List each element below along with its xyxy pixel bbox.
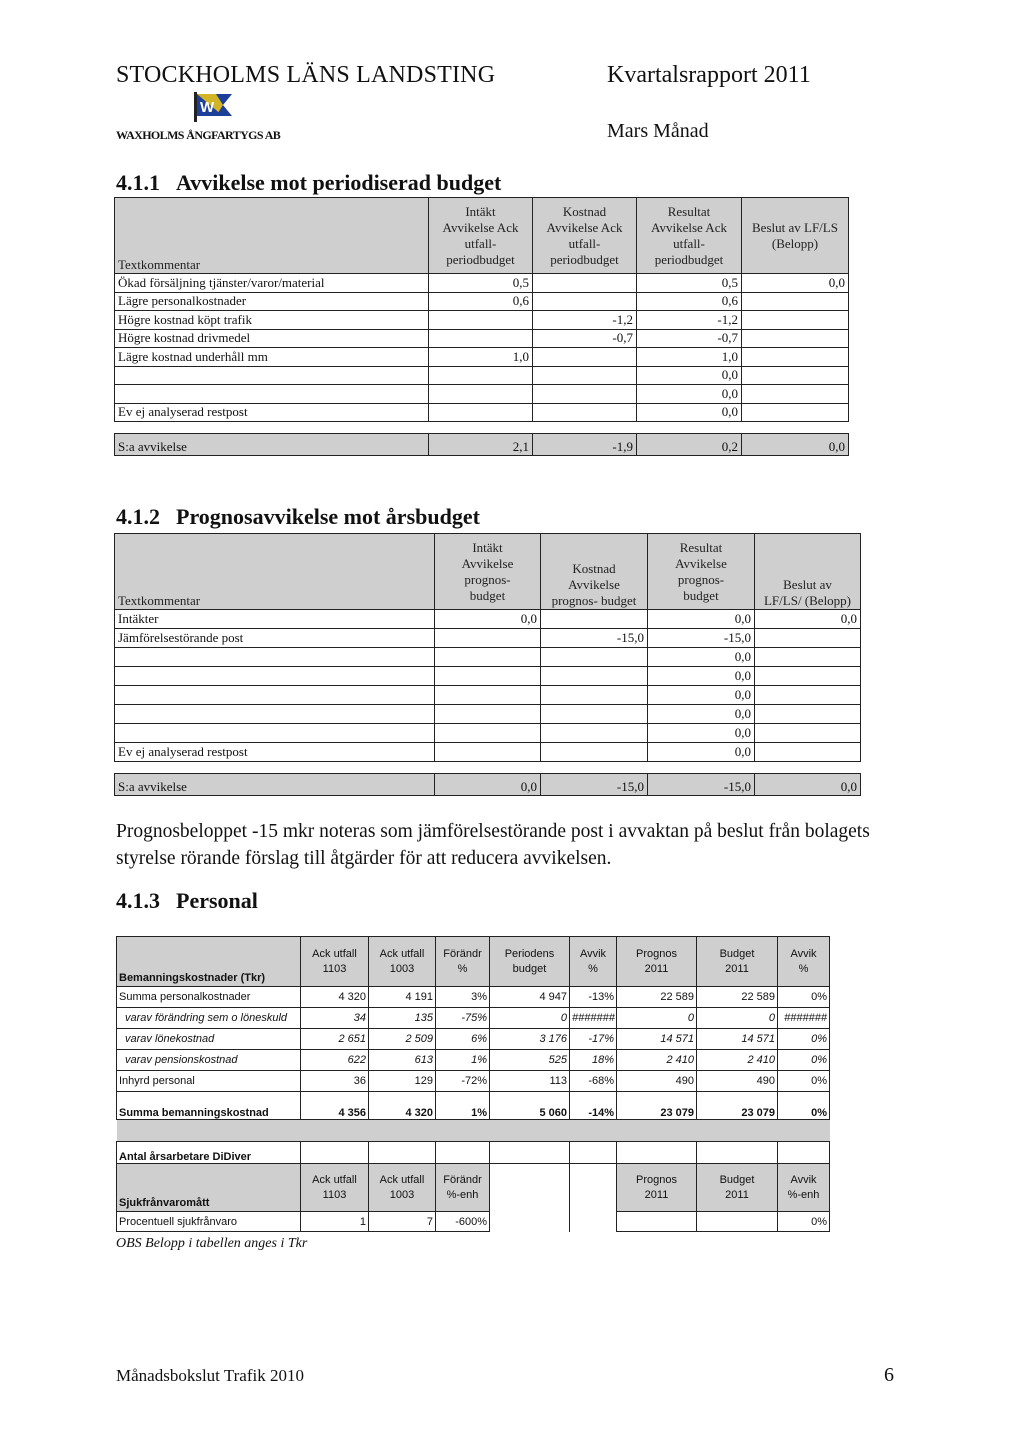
- cell-intakt: 0,6: [429, 292, 533, 311]
- cell-kostnad: [533, 385, 637, 404]
- header-line: Periodens: [504, 947, 555, 960]
- header-line: Intäkt: [465, 203, 496, 219]
- cell-kostnad: [533, 274, 637, 293]
- header-line: utfall-: [568, 235, 601, 251]
- col-header-resultat: [648, 534, 755, 610]
- section-number: 4.1.3: [116, 888, 160, 913]
- col-header-avvik: [778, 1164, 830, 1212]
- cell-kostnad: [541, 667, 648, 686]
- header-line: Avvikelse Ack: [546, 219, 623, 235]
- col-header-kostnad: [533, 198, 637, 274]
- cell-resultat: 0,0: [648, 610, 755, 629]
- header-line: %-enh: [787, 1188, 820, 1201]
- cell-beslut: 0,0: [742, 274, 849, 293]
- cell-value: 4 947: [490, 987, 570, 1008]
- blank-cell: [490, 1164, 570, 1212]
- cell-intakt: 1,0: [429, 348, 533, 367]
- cell-value: -75%: [436, 1008, 490, 1029]
- cell-value: 6%: [436, 1029, 490, 1050]
- section-heading-4-1-1: [116, 170, 501, 196]
- cell-value: 4 320: [369, 1092, 436, 1120]
- col-header-ack-1003: [369, 1164, 436, 1212]
- header-line: Ack utfall: [312, 947, 357, 960]
- cell-label: Summa personalkostnader: [117, 987, 301, 1008]
- personnel-cost-table: [116, 936, 830, 1232]
- header-line: LF/LS/ (Belopp): [763, 593, 852, 608]
- cell-intakt: [429, 385, 533, 404]
- table-header-row: [117, 937, 830, 987]
- cell-label: varav förändring sem o löneskuld: [117, 1008, 301, 1029]
- sum-intakt: 2,1: [429, 434, 533, 456]
- header-line: Beslut av: [783, 577, 832, 592]
- cell-intakt: [435, 705, 541, 724]
- header-line: 1003: [389, 1188, 415, 1201]
- header-line: %: [457, 962, 468, 975]
- col-header-forandr: [436, 1164, 490, 1212]
- cell-value: 3 176: [490, 1029, 570, 1050]
- cell-text: Lägre personalkostnader: [115, 292, 429, 311]
- cell-intakt: [435, 724, 541, 743]
- cell-intakt: [435, 743, 541, 762]
- col-header-beslut: [742, 198, 849, 274]
- header-line: utfall-: [464, 235, 497, 251]
- table-row: [115, 311, 849, 330]
- table-row: [115, 366, 849, 385]
- header-line: 1103: [322, 962, 347, 975]
- section-heading-4-1-2: [116, 504, 480, 530]
- header-line: Ack utfall: [379, 1173, 425, 1186]
- cell-value: 7: [369, 1212, 436, 1232]
- cell-resultat: 0,0: [637, 366, 742, 385]
- cell-resultat: -15,0: [648, 629, 755, 648]
- cell-value: 22 589: [697, 987, 778, 1008]
- cell-resultat: 0,0: [637, 403, 742, 422]
- total-row: [117, 1092, 830, 1120]
- header-line: periodbudget: [550, 251, 619, 267]
- cell-intakt: [429, 366, 533, 385]
- header-line: 2011: [725, 962, 749, 975]
- cell-beslut: [755, 667, 861, 686]
- sum-kostnad: -1,9: [533, 434, 637, 456]
- cell-value: 135: [369, 1008, 436, 1029]
- cell-value: 34: [301, 1008, 369, 1029]
- cell-value: 0: [490, 1008, 570, 1029]
- cell-kostnad: -15,0: [541, 629, 648, 648]
- cell-value: [617, 1212, 697, 1232]
- cell-beslut: [742, 311, 849, 330]
- table-row: [117, 1071, 830, 1092]
- table-header-row: [115, 198, 849, 274]
- col-header-forandr: [436, 937, 490, 987]
- header-line: 1103: [322, 1188, 347, 1201]
- col-header-intakt: [429, 198, 533, 274]
- table-row: [115, 610, 861, 629]
- header-line: Avvik: [579, 947, 607, 960]
- cell-intakt: [435, 686, 541, 705]
- cell-value: #######: [570, 1008, 617, 1029]
- section-title: Personal: [176, 888, 258, 913]
- footer-text: Månadsbokslut Trafik 2010: [116, 1366, 304, 1385]
- cell-kostnad: [541, 743, 648, 762]
- col-header-avvik-year: [778, 937, 830, 987]
- cell-value: 5 060: [490, 1092, 570, 1120]
- cell-value: 490: [697, 1071, 778, 1092]
- cell-resultat: 0,0: [648, 724, 755, 743]
- table-row: [115, 403, 849, 422]
- cell-text: Högre kostnad drivmedel: [115, 329, 429, 348]
- cell-intakt: [429, 329, 533, 348]
- cell-beslut: [742, 366, 849, 385]
- header-line: budget: [469, 587, 506, 603]
- table-row: [115, 329, 849, 348]
- cell-resultat: 1,0: [637, 348, 742, 367]
- cell-value: 0: [617, 1008, 697, 1029]
- cell-beslut: [742, 292, 849, 311]
- table-row: [115, 667, 861, 686]
- col-header-ack-1003: [369, 937, 436, 987]
- header-line: Avvikelse Ack: [651, 219, 727, 235]
- cell-text: Ökad försäljning tjänster/varor/material: [115, 274, 429, 293]
- cell-kostnad: [533, 348, 637, 367]
- header-line: 1003: [389, 962, 415, 975]
- cell-beslut: [755, 705, 861, 724]
- cell-resultat: 0,0: [648, 686, 755, 705]
- cell-text: Jämförelsestörande post: [115, 629, 435, 648]
- cell-resultat: 0,0: [648, 648, 755, 667]
- cell-value: 0%: [778, 1092, 830, 1120]
- spacer-row: [115, 762, 861, 774]
- header-line: Budget: [719, 947, 755, 960]
- cell-value: 129: [369, 1071, 436, 1092]
- company-logo: [116, 88, 316, 148]
- cell-value: -68%: [570, 1071, 617, 1092]
- header-line: %: [588, 962, 598, 975]
- waxholm-flag-icon: [194, 92, 232, 122]
- cell-value: #######: [778, 1008, 830, 1029]
- spacer-row: [117, 1120, 830, 1142]
- header-line: 2011: [644, 1188, 669, 1201]
- cell-intakt: 0,0: [435, 610, 541, 629]
- cell-value: 0: [697, 1008, 778, 1029]
- cell-value: 1%: [436, 1050, 490, 1071]
- cell-value: -14%: [570, 1092, 617, 1120]
- forecast-note-paragraph: Prognosbeloppet -15 mkr noteras som jämförelsestörande post i avvaktan på beslut från bolagets styrelse rörande förslag till åtgärder för att reducera avvikelsen.: [116, 821, 870, 869]
- col-header-period-budget: [490, 937, 570, 987]
- cell-value: 0%: [778, 987, 830, 1008]
- report-month: Mars Månad: [607, 120, 709, 142]
- col-header-ack-1103: [301, 1164, 369, 1212]
- table-row: [115, 292, 849, 311]
- cell-label: Summa bemanningskostnad: [117, 1092, 301, 1120]
- table-row: [115, 743, 861, 762]
- cell-beslut: [742, 329, 849, 348]
- table-row: [115, 629, 861, 648]
- page-number: 6: [884, 1364, 894, 1386]
- cell-beslut: [755, 743, 861, 762]
- table-row: [117, 1008, 830, 1029]
- header-line: Ack utfall: [312, 1173, 357, 1186]
- header-line: utfall-: [673, 235, 705, 251]
- cell-resultat: 0,0: [648, 705, 755, 724]
- cell-kostnad: [541, 705, 648, 724]
- blank-cell: [490, 1212, 570, 1232]
- cell-intakt: [429, 403, 533, 422]
- col-header-resultat: [637, 198, 742, 274]
- cell-beslut: [742, 403, 849, 422]
- sum-resultat: 0,2: [637, 434, 742, 456]
- cell-text: [115, 385, 429, 404]
- cell-resultat: 0,0: [648, 667, 755, 686]
- header-line: 2011: [644, 962, 669, 975]
- cell-text: [115, 686, 435, 705]
- table-row: [115, 724, 861, 743]
- cell-label: varav pensionskostnad: [117, 1050, 301, 1071]
- amounts-note: OBS Belopp i tabellen anges i Tkr: [116, 1236, 308, 1251]
- header-line: Kostnad: [562, 203, 607, 219]
- sum-row: [115, 774, 861, 796]
- col-header-label: Sjukfrånvaromått: [117, 1164, 301, 1212]
- cell-value: 490: [617, 1071, 697, 1092]
- col-header-budget: [697, 1164, 778, 1212]
- cell-value: -600%: [436, 1212, 490, 1232]
- cell-text: [115, 667, 435, 686]
- cell-value: 2 410: [617, 1050, 697, 1071]
- table-row: [117, 1050, 830, 1071]
- forecast-deviation-table: [114, 533, 861, 796]
- col-header-avvik: [570, 937, 617, 987]
- organization-name: STOCKHOLMS LÄNS LANDSTING: [116, 62, 496, 88]
- section-title: Prognosavvikelse mot årsbudget: [176, 504, 480, 529]
- cell-kostnad: [533, 403, 637, 422]
- table-row: [115, 705, 861, 724]
- sum-row: [115, 434, 849, 456]
- table-row: [117, 987, 830, 1008]
- col-header-kostnad: [541, 534, 648, 610]
- sum-label: S:a avvikelse: [115, 434, 429, 456]
- col-header-textkommentar: Textkommentar: [115, 198, 429, 274]
- cell-value: [697, 1212, 778, 1232]
- sum-kostnad: -15,0: [541, 774, 648, 796]
- cell-resultat: 0,0: [648, 743, 755, 762]
- header-line: %-enh: [446, 1188, 479, 1201]
- cell-intakt: [435, 648, 541, 667]
- header-line: Avvikelse: [568, 577, 620, 592]
- cell-kostnad: [533, 292, 637, 311]
- cell-intakt: 0,5: [429, 274, 533, 293]
- header-line: Resultat: [679, 539, 723, 555]
- cell-kostnad: [541, 686, 648, 705]
- cell-value: 0%: [778, 1029, 830, 1050]
- blank-cell: [570, 1212, 617, 1232]
- cell-text: [115, 648, 435, 667]
- sum-label: S:a avvikelse: [115, 774, 435, 796]
- cell-resultat: 0,0: [637, 385, 742, 404]
- cell-beslut: 0,0: [755, 610, 861, 629]
- col-header-prognos: [617, 1164, 697, 1212]
- cell-kostnad: -0,7: [533, 329, 637, 348]
- cell-value: 613: [369, 1050, 436, 1071]
- sum-beslut: 0,0: [742, 434, 849, 456]
- cell-resultat: -0,7: [637, 329, 742, 348]
- cell-value: 18%: [570, 1050, 617, 1071]
- cell-beslut: [755, 724, 861, 743]
- col-header-prognos: [617, 937, 697, 987]
- col-header-textkommentar: Textkommentar: [115, 534, 435, 610]
- header-line: prognos-: [677, 571, 725, 587]
- cell-text: Högre kostnad köpt trafik: [115, 311, 429, 330]
- cell-intakt: [429, 311, 533, 330]
- spacer-row: [115, 422, 849, 434]
- header-line: 2011: [725, 1188, 749, 1201]
- cell-value: 622: [301, 1050, 369, 1071]
- cell-text: Intäkter: [115, 610, 435, 629]
- header-line: prognos-: [464, 571, 511, 587]
- sum-resultat: -15,0: [648, 774, 755, 796]
- cell-value: 22 589: [617, 987, 697, 1008]
- cell-label: Antal årsarbetare DiDiver: [117, 1142, 301, 1164]
- header-line: Avvikelse: [675, 555, 727, 571]
- col-header-intakt: [435, 534, 541, 610]
- cell-value: 4 320: [301, 987, 369, 1008]
- col-header-label: Bemanningskostnader (Tkr): [117, 937, 301, 987]
- cell-text: [115, 366, 429, 385]
- cell-label: Procentuell sjukfrånvaro: [117, 1212, 301, 1232]
- cell-kostnad: [541, 648, 648, 667]
- cell-text: [115, 705, 435, 724]
- periodized-budget-deviation-table: [114, 197, 849, 456]
- cell-beslut: [755, 648, 861, 667]
- cell-kostnad: -1,2: [533, 311, 637, 330]
- cell-value: 14 571: [617, 1029, 697, 1050]
- header-line: Beslut av LF/LS: [752, 219, 838, 235]
- section-number: 4.1.1: [116, 170, 160, 195]
- cell-beslut: [742, 385, 849, 404]
- cell-kostnad: [533, 366, 637, 385]
- header-line: Förändr: [443, 947, 482, 960]
- header-line: budget: [512, 962, 547, 975]
- header-line: Avvik: [790, 1173, 817, 1186]
- header-line: Förändr: [443, 1173, 482, 1186]
- cell-value: 0%: [778, 1212, 830, 1232]
- company-name: WAXHOLMS ÅNGFARTYGS AB: [116, 128, 281, 142]
- table-row: [117, 1212, 830, 1232]
- cell-value: 0%: [778, 1050, 830, 1071]
- header-line: Avvik: [790, 947, 817, 960]
- cell-resultat: 0,6: [637, 292, 742, 311]
- cell-kostnad: [541, 610, 648, 629]
- cell-text: Ev ej analyserad restpost: [115, 743, 435, 762]
- header-line: %: [798, 962, 809, 975]
- sick-header-row: [117, 1164, 830, 1212]
- sum-intakt: 0,0: [435, 774, 541, 796]
- cell-value: -17%: [570, 1029, 617, 1050]
- table-row: [117, 1029, 830, 1050]
- cell-beslut: [755, 629, 861, 648]
- sum-beslut: 0,0: [755, 774, 861, 796]
- header-line: prognos- budget: [551, 593, 637, 608]
- cell-intakt: [435, 667, 541, 686]
- cell-intakt: [435, 629, 541, 648]
- cell-text: [115, 724, 435, 743]
- cell-value: 36: [301, 1071, 369, 1092]
- header-line: Kostnad: [572, 561, 616, 576]
- header-line: Avvikelse: [461, 555, 514, 571]
- logo-letter: W: [200, 99, 215, 116]
- cell-value: 14 571: [697, 1029, 778, 1050]
- table-row: [115, 648, 861, 667]
- cell-beslut: [755, 686, 861, 705]
- table-header-row: [115, 534, 861, 610]
- cell-resultat: -1,2: [637, 311, 742, 330]
- cell-value: 4 356: [301, 1092, 369, 1120]
- cell-label: Inhyrd personal: [117, 1071, 301, 1092]
- cell-value: 2 509: [369, 1029, 436, 1050]
- cell-value: 525: [490, 1050, 570, 1071]
- cell-value: 23 079: [617, 1092, 697, 1120]
- cell-value: 2 410: [697, 1050, 778, 1071]
- col-header-beslut: [755, 534, 861, 610]
- table-row: [115, 348, 849, 367]
- header-line: (Belopp): [771, 235, 819, 251]
- cell-beslut: [742, 348, 849, 367]
- table-row: [115, 274, 849, 293]
- fte-row: [117, 1142, 830, 1164]
- section-number: 4.1.2: [116, 504, 160, 529]
- cell-text: Lägre kostnad underhåll mm: [115, 348, 429, 367]
- cell-label: varav lönekostnad: [117, 1029, 301, 1050]
- col-header-ack-1103: [301, 937, 369, 987]
- header-line: Prognos: [636, 1173, 677, 1186]
- header-line: Ack utfall: [379, 947, 425, 960]
- section-heading-4-1-3: [116, 888, 258, 914]
- header-line: Resultat: [667, 203, 711, 219]
- cell-value: 4 191: [369, 987, 436, 1008]
- cell-value: 3%: [436, 987, 490, 1008]
- header-line: periodbudget: [446, 251, 515, 267]
- report-title: Kvartalsrapport 2011: [607, 62, 811, 88]
- table-row: [115, 385, 849, 404]
- header-line: budget: [683, 587, 719, 603]
- cell-value: 2 651: [301, 1029, 369, 1050]
- cell-value: 1: [301, 1212, 369, 1232]
- cell-value: -72%: [436, 1071, 490, 1092]
- blank-cell: [570, 1164, 617, 1212]
- cell-value: 113: [490, 1071, 570, 1092]
- section-title: Avvikelse mot periodiserad budget: [176, 170, 502, 195]
- header-line: Intäkt: [472, 539, 503, 555]
- cell-kostnad: [541, 724, 648, 743]
- cell-text: Ev ej analyserad restpost: [115, 403, 429, 422]
- header-line: Avvikelse Ack: [442, 219, 519, 235]
- cell-value: -13%: [570, 987, 617, 1008]
- header-line: periodbudget: [654, 251, 724, 267]
- cell-resultat: 0,5: [637, 274, 742, 293]
- table-row: [115, 686, 861, 705]
- header-line: Budget: [719, 1173, 755, 1186]
- cell-value: 23 079: [697, 1092, 778, 1120]
- cell-value: 0%: [778, 1071, 830, 1092]
- col-header-budget: [697, 937, 778, 987]
- cell-value: 1%: [436, 1092, 490, 1120]
- header-line: Prognos: [636, 947, 677, 960]
